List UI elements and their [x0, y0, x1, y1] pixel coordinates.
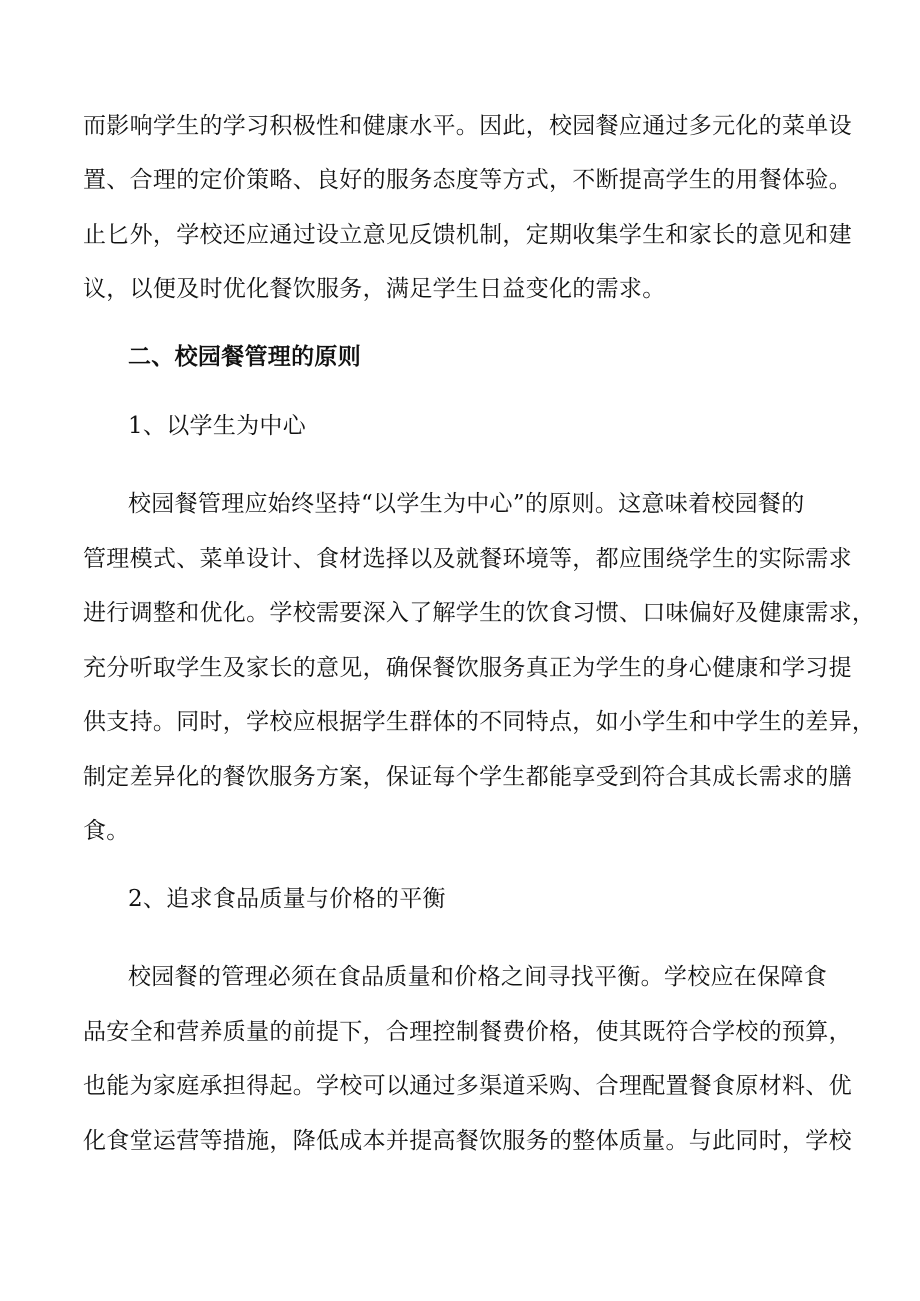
paragraph-line: 化食堂运营等措施，降低成本并提高餐饮服务的整体质量。与此同时，学校 — [83, 1128, 852, 1154]
paragraph-line: 制定差异化的餐饮服务方案，保证每个学生都能享受到符合其成长需求的膳 — [83, 764, 852, 790]
paragraph-line: 进行调整和优化。学校需要深入了解学生的饮食习惯、口味偏好及健康需求， — [83, 600, 876, 626]
subsection-heading: 1、以学生为中心 — [128, 413, 307, 439]
paragraph-line: 而影响学生的学习积极性和健康水平。因此，校园餐应通过多元化的菜单设 — [83, 113, 852, 139]
paragraph-line: 也能为家庭承担得起。学校可以通过多渠道采购、合理配置餐食原材料、优 — [83, 1073, 852, 1099]
paragraph-line: 置、合理的定价策略、良好的服务态度等方式，不断提高学生的用餐体验。 — [83, 167, 852, 193]
paragraph-line: 管理模式、菜单设计、食材选择以及就餐环境等，都应围绕学生的实际需求 — [83, 546, 852, 572]
paragraph-line: 校园餐管理应始终坚持“以学生为中心”的原则。这意味着校园餐的 — [128, 491, 805, 517]
paragraph-line: 议，以便及时优化餐饮服务，满足学生日益变化的需求。 — [83, 276, 666, 302]
subsection-heading: 2、追求食品质量与价格的平衡 — [128, 886, 446, 912]
paragraph-line: 充分听取学生及家长的意见，确保餐饮服务真正为学生的身心健康和学习提 — [83, 655, 852, 681]
section-heading: 二、校园餐管理的原则 — [128, 343, 361, 370]
paragraph-line: 止匕外，学校还应通过设立意见反馈机制，定期收集学生和家长的意见和建 — [83, 222, 852, 248]
paragraph-line: 品安全和营养质量的前提下，合理控制餐费价格，使其既符合学校的预算， — [83, 1019, 852, 1045]
paragraph-line: 食。 — [83, 818, 130, 844]
paragraph-line: 校园餐的管理必须在食品质量和价格之间寻找平衡。学校应在保障食 — [128, 964, 827, 990]
paragraph-line: 供支持。同时，学校应根据学生群体的不同特点，如小学生和中学生的差异， — [83, 709, 876, 735]
